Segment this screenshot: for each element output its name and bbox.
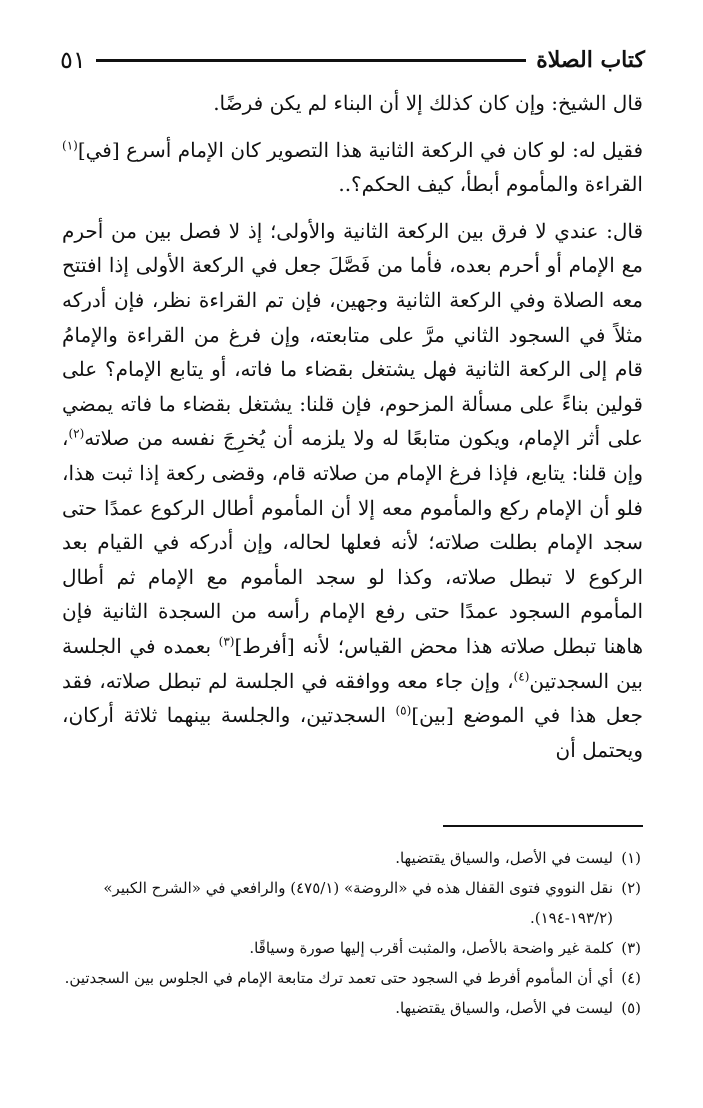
footnote-text: نقل النووي فتوى القفال هذه في «الروضة» (٤٧٥/١) والرافعي في «الشرح الكبير» [103, 879, 613, 897]
paragraph-2-text-b: القراءة والمأموم أبطأ، كيف الحكم؟.. [338, 172, 643, 197]
footnote-number: (٥) [621, 999, 641, 1017]
paragraph-3-text-c: بعمده في الجلسة بين السجدتين [62, 633, 643, 693]
paragraph-1 [62, 86, 643, 121]
footnote-3 [60, 933, 641, 963]
paragraph-3-text-d: ، وإن جاء معه ووافقه في الجلسة لم تبطل صلاته، فقد جعل هذا في الموضع [بين] [62, 668, 643, 728]
footnotes [60, 843, 641, 1023]
page-number: ٥١ [60, 46, 86, 74]
footnote-ref-4[interactable]: (٤) [513, 668, 530, 683]
footnote-number: (٣) [621, 939, 641, 957]
footnote-ref-2[interactable]: (٢) [68, 426, 85, 441]
footnote-text: كلمة غير واضحة بالأصل، والمثبت أقرب إليها صورة وسياقًا. [249, 939, 613, 957]
paragraph-3-text-a: قال: عندي لا فرق بين الركعة الثانية والأولى؛ إذ لا فصل بين من أحرم مع الإمام أو أحرم بعده، فأما من فَصَّلَ جعل في الركعة الأولى إذا افتتح معه الصلاة وفي الركعة الثانية وجهين، فإن تم القراءة نظر، فإن أدركه مثلاً في السجود الثاني مرَّ على متابعته، وإن فرغ من القراءة والإمامُ قام إلى الركعة الثانية فهل يشتغل بقضاء ما فاته، أو يتابع الإمام؟ على قولين بناءً على مسألة المزحوم، فإن قلنا: يشتغل بقضاء ما فاته يمضي على أثر الإمام، ويكون متابعًا له ولا يلزمه أن يُخرِجَ نفسه من صلاته [62, 218, 643, 451]
book-title: كتاب الصلاة [536, 47, 645, 73]
footnote-ref-3[interactable]: (٣) [218, 634, 235, 649]
paragraph-1-text: قال الشيخ: وإن كان كذلك إلا أن البناء لم يكن فرضًا. [213, 91, 643, 115]
paragraph-2-text-a: فقيل له: لو كان في الركعة الثانية هذا التصوير كان الإمام أسرع [في] [77, 137, 643, 162]
footnote-ref-1[interactable]: (١) [62, 137, 78, 152]
footnote-2-continuation: (١٩٣/٢-١٩٤). [529, 909, 613, 927]
footnote-number: (١) [621, 849, 641, 867]
footnote-separator [443, 825, 643, 827]
header-rule [96, 59, 526, 62]
footnote-text: ليست في الأصل، والسياق يقتضيها. [395, 849, 613, 867]
footnote-5 [60, 993, 641, 1023]
paragraph-3-text-b: ، وإن قلنا: يتابع، فإذا فرغ الإمام من صلاته قام، وقضى ركعة إذا ثبت هذا، فلو أن الإمام ركع والمأموم معه إلا أن المأموم أطال الركوع عمدًا حتى سجد الإمام بطلت صلاته؛ لأنه فعلها لحاله، وإن أدركه في القيام بعد الركوع لا تبطل صلاته، وكذا لو سجد المأموم مع الإمام ثم أطال المأموم السجود عمدًا حتى رفع الإمام رأسه من السجدة الثانية فإن هاهنا تبطل صلاته هذا محض القياس؛ لأنه [أفرط] [62, 426, 643, 658]
footnote-number: (٤) [621, 969, 641, 987]
paragraph-2 [62, 133, 643, 202]
footnote-4 [60, 963, 641, 993]
footnote-ref-5[interactable]: (٥) [395, 703, 412, 718]
paragraph-3-text-e: السجدتين، والجلسة بينهما ثلاثة أركان، ويحتمل أن [62, 703, 643, 762]
footnote-1 [60, 843, 641, 873]
footnote-2 [60, 873, 641, 903]
main-text [62, 86, 643, 767]
paragraph-3 [62, 214, 643, 768]
footnote-text: ليست في الأصل، والسياق يقتضيها. [395, 999, 613, 1017]
footnote-text: أي أن المأموم أفرط في السجود حتى تعمد ترك متابعة الإمام في الجلوس بين السجدتين. [64, 969, 613, 987]
running-header [60, 40, 645, 80]
footnote-number: (٢) [621, 879, 641, 897]
